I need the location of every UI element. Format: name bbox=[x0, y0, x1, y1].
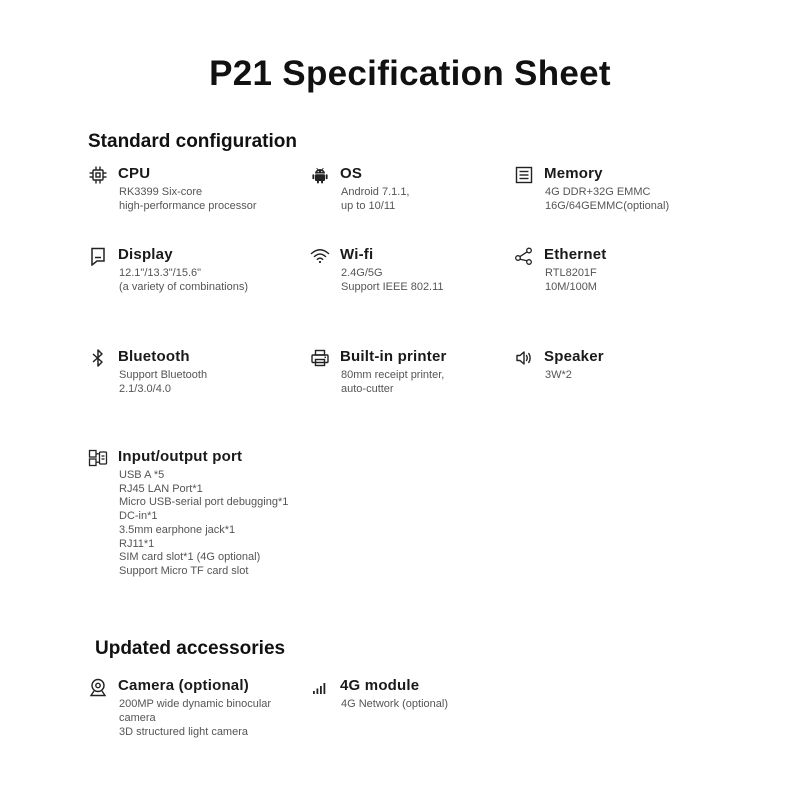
spec-detail-line: Support Micro TF card slot bbox=[119, 564, 249, 577]
spec-detail-line: Support Bluetooth bbox=[119, 369, 208, 381]
spec-detail-line: 12.1"/13.3"/15.6" bbox=[119, 267, 202, 279]
spec-label: Memory bbox=[544, 165, 603, 182]
spec-detail-line: 10M/100M bbox=[545, 281, 597, 293]
spec-detail-line: Micro USB-serial port debugging*1 bbox=[119, 496, 289, 509]
spec-detail-line: USB A *5 bbox=[119, 469, 165, 481]
spec-label: CPU bbox=[118, 165, 151, 182]
display-icon bbox=[88, 246, 108, 266]
spec-label: Built-in printer bbox=[340, 348, 447, 365]
ethernet-icon bbox=[514, 246, 534, 266]
spec-details bbox=[341, 368, 541, 396]
spec-label: OS bbox=[340, 165, 363, 182]
spec-detail-line: 4G DDR+32G EMMC bbox=[545, 186, 651, 198]
spec-detail-line: 2.4G/5G bbox=[341, 267, 383, 279]
standard-configuration-heading: Standard configuration bbox=[88, 131, 297, 152]
spec-label: Speaker bbox=[544, 348, 604, 365]
spec-detail-line: 80mm receipt printer, bbox=[341, 369, 445, 381]
spec-details bbox=[119, 266, 319, 294]
spec-label: 4G module bbox=[340, 677, 420, 694]
spec-details bbox=[545, 368, 745, 382]
spec-detail-line: SIM card slot*1 (4G optional) bbox=[119, 551, 261, 564]
bluetooth-icon bbox=[88, 348, 108, 368]
spec-detail-line: RK3399 Six-core bbox=[119, 186, 203, 198]
spec-detail-line: up to 10/11 bbox=[341, 200, 396, 212]
spec-label: Display bbox=[118, 246, 173, 263]
spec-details bbox=[545, 266, 745, 294]
spec-detail-line: high-performance processor bbox=[119, 200, 257, 212]
spec-details bbox=[119, 697, 319, 739]
port-icon bbox=[88, 448, 108, 468]
spec-detail-line: Support IEEE 802.11 bbox=[341, 281, 444, 293]
spec-label: Input/output port bbox=[118, 448, 243, 465]
spec-detail-line: 200MP wide dynamic binocular bbox=[119, 698, 272, 710]
spec-detail-line: 3W*2 bbox=[545, 369, 572, 381]
spec-detail-line: RJ45 LAN Port*1 bbox=[119, 482, 203, 495]
spec-detail-line: 4G Network (optional) bbox=[341, 698, 448, 710]
signal-icon bbox=[310, 677, 330, 697]
spec-detail-line: (a variety of combinations) bbox=[119, 281, 248, 293]
spec-detail-line: camera bbox=[119, 712, 156, 724]
spec-detail-line: 16G/64GEMMC(optional) bbox=[545, 200, 670, 212]
spec-details bbox=[341, 185, 541, 213]
camera-icon bbox=[88, 677, 108, 697]
spec-label: Wi-fi bbox=[340, 246, 374, 263]
speaker-icon bbox=[514, 348, 534, 368]
android-icon bbox=[310, 165, 330, 185]
spec-detail-line: RJ11*1 bbox=[119, 537, 155, 550]
spec-details bbox=[119, 469, 319, 579]
spec-details bbox=[119, 368, 319, 396]
spec-details bbox=[341, 266, 541, 294]
spec-detail-line: RTL8201F bbox=[545, 267, 597, 279]
cpu-icon bbox=[88, 165, 108, 185]
wifi-icon bbox=[310, 246, 330, 266]
memory-icon bbox=[514, 165, 534, 185]
spec-detail-line: 3D structured light camera bbox=[119, 726, 248, 738]
spec-detail-line: auto-cutter bbox=[341, 383, 394, 395]
page-title: P21 Specification Sheet bbox=[209, 54, 611, 93]
spec-detail-line: 3.5mm earphone jack*1 bbox=[119, 523, 236, 536]
spec-detail-line: Android 7.1.1, bbox=[341, 186, 410, 198]
spec-label: Camera (optional) bbox=[118, 677, 249, 694]
printer-icon bbox=[310, 348, 330, 368]
spec-details bbox=[341, 697, 541, 711]
spec-detail-line: DC-in*1 bbox=[119, 510, 158, 523]
spec-label: Bluetooth bbox=[118, 348, 190, 365]
updated-accessories-heading: Updated accessories bbox=[95, 638, 286, 659]
spec-details bbox=[119, 185, 319, 213]
spec-details bbox=[545, 185, 745, 213]
spec-detail-line: 2.1/3.0/4.0 bbox=[119, 383, 171, 395]
spec-label: Ethernet bbox=[544, 246, 607, 263]
